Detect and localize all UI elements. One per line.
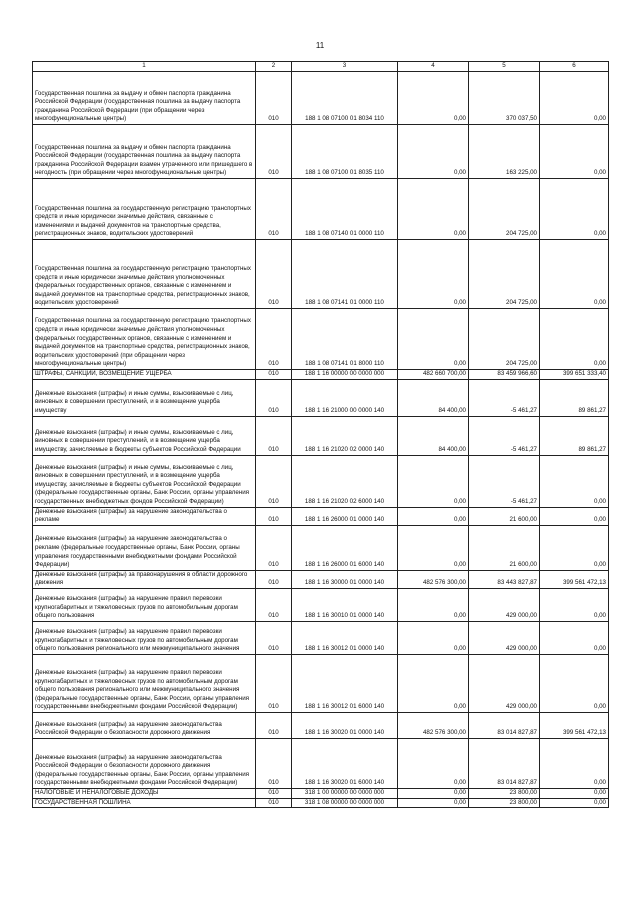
row-line-code: 010: [256, 621, 292, 654]
row-line-code: 010: [256, 654, 292, 712]
row-line-code: 010: [256, 570, 292, 588]
table-row: [33, 788, 609, 798]
row-value-col4: 0,00: [398, 654, 469, 712]
row-name: Денежные взыскания (штрафы) за нарушение правил перевозки крупногабаритных и тяжеловесных грузов по автомобильным дорогам общего пользования регионального или межмуниципального значения: [33, 621, 256, 654]
row-budget-code: 188 1 16 21020 02 6000 140: [292, 455, 398, 507]
row-value-col6: 399 561 472,13: [540, 712, 609, 738]
row-name: Денежные взыскания (штрафы) за нарушение законодательства о рекламе: [33, 507, 256, 525]
row-line-code: 010: [256, 179, 292, 240]
revenue-table: [32, 61, 609, 808]
column-header: 1: [33, 62, 256, 72]
row-line-code: 010: [256, 416, 292, 455]
row-value-col5: 83 014 827,87: [469, 738, 540, 788]
row-value-col5: 204 725,00: [469, 179, 540, 240]
row-line-code: 010: [256, 798, 292, 808]
column-header: 2: [256, 62, 292, 72]
row-value-col4: 0,00: [398, 621, 469, 654]
table-header-row: [33, 62, 609, 72]
row-line-code: 010: [256, 72, 292, 125]
row-name: Государственная пошлина за государственную регистрацию транспортных средств и иные юридически значимые действия уполномоченных федеральных государственных органов, связанные с изменением и выдачей документов на транспортные средства, регистрационных знаков, водительских удостоверений: [33, 240, 256, 309]
row-line-code: 010: [256, 507, 292, 525]
row-budget-code: 188 1 16 21020 02 0000 140: [292, 416, 398, 455]
row-line-code: 010: [256, 125, 292, 179]
row-line-code: 010: [256, 788, 292, 798]
row-value-col6: 399 651 333,40: [540, 370, 609, 380]
row-value-col4: 0,00: [398, 738, 469, 788]
row-name: Денежные взыскания (штрафы) и иные суммы, взыскиваемые с лиц, виновных в совершении преступлений, и в возмещение ущерба имуществу: [33, 379, 256, 416]
row-value-col4: 0,00: [398, 507, 469, 525]
row-value-col5: 163 225,00: [469, 125, 540, 179]
row-value-col6: 89 861,27: [540, 416, 609, 455]
table-row: [33, 738, 609, 788]
table-row: [33, 309, 609, 370]
table-row: [33, 507, 609, 525]
row-value-col5: 204 725,00: [469, 240, 540, 309]
row-value-col6: 0,00: [540, 798, 609, 808]
row-value-col4: 0,00: [398, 455, 469, 507]
column-header: 4: [398, 62, 469, 72]
row-budget-code: 318 1 00 00000 00 0000 000: [292, 788, 398, 798]
row-value-col6: 0,00: [540, 72, 609, 125]
table-row: [33, 654, 609, 712]
row-budget-code: 188 1 16 26000 01 6000 140: [292, 525, 398, 570]
column-header: 3: [292, 62, 398, 72]
row-value-col4: 0,00: [398, 309, 469, 370]
row-value-col5: -5 461,27: [469, 416, 540, 455]
row-line-code: 010: [256, 240, 292, 309]
table-row: [33, 125, 609, 179]
row-value-col6: 0,00: [540, 588, 609, 621]
row-value-col6: 0,00: [540, 654, 609, 712]
row-value-col5: 83 014 827,87: [469, 712, 540, 738]
table-row: [33, 455, 609, 507]
row-budget-code: 188 1 08 07140 01 0000 110: [292, 179, 398, 240]
row-value-col5: 429 000,00: [469, 621, 540, 654]
row-value-col6: 0,00: [540, 621, 609, 654]
page-number: 11: [315, 41, 325, 50]
row-value-col6: 0,00: [540, 525, 609, 570]
row-budget-code: 188 1 16 30010 01 0000 140: [292, 588, 398, 621]
row-name: Денежные взыскания (штрафы) за нарушение законодательства Российской Федерации о безопасности дорожного движения: [33, 712, 256, 738]
row-budget-code: 188 1 08 07100 01 8035 110: [292, 125, 398, 179]
row-budget-code: 188 1 08 07100 01 8034 110: [292, 72, 398, 125]
table-row: [33, 370, 609, 380]
row-name: Денежные взыскания (штрафы) и иные суммы, взыскиваемые с лиц, виновных в совершении преступлений, и в возмещение ущерба имуществу, зачисляемые в бюджеты субъектов Российской Федерации: [33, 416, 256, 455]
row-name: Государственная пошлина за государственную регистрацию транспортных средств и иные юридически значимые действия, связанные с изменениями и выдачей документов на транспортные средства, регистрационных знаков, водительских удостоверений: [33, 179, 256, 240]
row-value-col4: 0,00: [398, 179, 469, 240]
row-value-col4: 0,00: [398, 798, 469, 808]
row-name: ГОСУДАРСТВЕННАЯ ПОШЛИНА: [33, 798, 256, 808]
table-row: [33, 525, 609, 570]
row-name: Государственная пошлина за выдачу и обмен паспорта гражданина Российской Федерации (государственная пошлина за выдачу паспорта гражданина Российской Федерации взамен утраченного или пришедшего в негодность (при обращении через многофункциональные центры): [33, 125, 256, 179]
row-value-col5: 23 800,00: [469, 798, 540, 808]
row-name: Денежные взыскания (штрафы) за правонарушения в области дорожного движения: [33, 570, 256, 588]
row-name: Денежные взыскания (штрафы) за нарушение правил перевозки крупногабаритных и тяжеловесных грузов по автомобильным дорогам общего пользования: [33, 588, 256, 621]
row-value-col4: 0,00: [398, 588, 469, 621]
row-value-col5: 429 000,00: [469, 588, 540, 621]
row-value-col6: 0,00: [540, 507, 609, 525]
row-value-col4: 0,00: [398, 788, 469, 798]
table-row: [33, 416, 609, 455]
row-budget-code: 188 1 16 30000 01 0000 140: [292, 570, 398, 588]
row-budget-code: 188 1 08 07141 01 8000 110: [292, 309, 398, 370]
row-value-col5: 21 600,00: [469, 525, 540, 570]
table-row: [33, 379, 609, 416]
row-budget-code: 188 1 16 00000 00 0000 000: [292, 370, 398, 380]
table-row: [33, 179, 609, 240]
row-name: Денежные взыскания (штрафы) и иные суммы, взыскиваемые с лиц, виновных в совершении преступлений, и в возмещение ущерба имуществу, зачисляемые в бюджеты субъектов Российской Федерации (федеральные государственные органы, Банк России, органы управления государственных внебюджетных фондов Российской Федерации): [33, 455, 256, 507]
row-value-col4: 0,00: [398, 125, 469, 179]
row-value-col4: 84 400,00: [398, 416, 469, 455]
row-value-col4: 482 660 700,00: [398, 370, 469, 380]
row-value-col5: 83 443 827,87: [469, 570, 540, 588]
row-name: Денежные взыскания (штрафы) за нарушение законодательства Российской Федерации о безопасности дорожного движения (федеральные государственные органы, Банк России, органы управления государственными внебюджетными фондами Российской Федерации): [33, 738, 256, 788]
table-row: [33, 712, 609, 738]
row-value-col5: -5 461,27: [469, 379, 540, 416]
row-value-col6: 0,00: [540, 788, 609, 798]
row-name: ШТРАФЫ, САНКЦИИ, ВОЗМЕЩЕНИЕ УЩЕРБА: [33, 370, 256, 380]
row-line-code: 010: [256, 712, 292, 738]
row-value-col4: 84 400,00: [398, 379, 469, 416]
row-value-col6: 399 561 472,13: [540, 570, 609, 588]
row-line-code: 010: [256, 370, 292, 380]
row-name: Государственная пошлина за государственную регистрацию транспортных средств и иные юридически значимые действия уполномоченных федеральных государственных органов, связанные с изменением и выдачей документов на транспортные средства, регистрационных знаков, водительских удостоверений (при обращении через многофункциональные центры): [33, 309, 256, 370]
row-line-code: 010: [256, 455, 292, 507]
row-budget-code: 188 1 16 26000 01 0000 140: [292, 507, 398, 525]
table-row: [33, 72, 609, 125]
table-row: [33, 798, 609, 808]
row-budget-code: 188 1 16 30020 01 6000 140: [292, 738, 398, 788]
row-budget-code: 188 1 16 30020 01 0000 140: [292, 712, 398, 738]
row-name: Денежные взыскания (штрафы) за нарушение законодательства о рекламе (федеральные государственные органы, Банк России, органы управления государственными внебюджетными фондами Российской Федерации): [33, 525, 256, 570]
row-budget-code: 318 1 08 00000 00 0000 000: [292, 798, 398, 808]
row-name: Денежные взыскания (штрафы) за нарушение правил перевозки крупногабаритных и тяжеловесных грузов по автомобильным дорогам общего пользования регионального или межмуниципального значения (федеральные государственные органы, Банк России, органы управления государственными внебюджетными фондами Российской Федерации): [33, 654, 256, 712]
row-value-col5: 429 000,00: [469, 654, 540, 712]
row-budget-code: 188 1 16 30012 01 0000 140: [292, 621, 398, 654]
row-value-col5: 370 037,50: [469, 72, 540, 125]
row-value-col4: 0,00: [398, 525, 469, 570]
column-header: 5: [469, 62, 540, 72]
table-row: [33, 621, 609, 654]
row-line-code: 010: [256, 525, 292, 570]
row-value-col6: 0,00: [540, 455, 609, 507]
row-line-code: 010: [256, 379, 292, 416]
row-value-col6: 0,00: [540, 240, 609, 309]
row-value-col5: 21 600,00: [469, 507, 540, 525]
row-value-col5: 23 800,00: [469, 788, 540, 798]
row-value-col6: 0,00: [540, 738, 609, 788]
table-row: [33, 570, 609, 588]
column-header: 6: [540, 62, 609, 72]
table-row: [33, 240, 609, 309]
row-value-col4: 482 576 300,00: [398, 570, 469, 588]
row-value-col4: 0,00: [398, 72, 469, 125]
row-line-code: 010: [256, 309, 292, 370]
row-name: Государственная пошлина за выдачу и обмен паспорта гражданина Российской Федерации (государственная пошлина за выдачу паспорта гражданина Российской Федерации (при обращении через многофункциональные центры): [33, 72, 256, 125]
row-name: НАЛОГОВЫЕ И НЕНАЛОГОВЫЕ ДОХОДЫ: [33, 788, 256, 798]
row-value-col6: 89 861,27: [540, 379, 609, 416]
row-value-col5: -5 461,27: [469, 455, 540, 507]
row-line-code: 010: [256, 738, 292, 788]
row-line-code: 010: [256, 588, 292, 621]
row-budget-code: 188 1 08 07141 01 0000 110: [292, 240, 398, 309]
row-value-col5: 204 725,00: [469, 309, 540, 370]
row-budget-code: 188 1 16 21000 00 0000 140: [292, 379, 398, 416]
row-budget-code: 188 1 16 30012 01 6000 140: [292, 654, 398, 712]
row-value-col6: 0,00: [540, 309, 609, 370]
table-row: [33, 588, 609, 621]
row-value-col6: 0,00: [540, 125, 609, 179]
row-value-col6: 0,00: [540, 179, 609, 240]
row-value-col4: 482 576 300,00: [398, 712, 469, 738]
row-value-col4: 0,00: [398, 240, 469, 309]
row-value-col5: 83 459 966,60: [469, 370, 540, 380]
